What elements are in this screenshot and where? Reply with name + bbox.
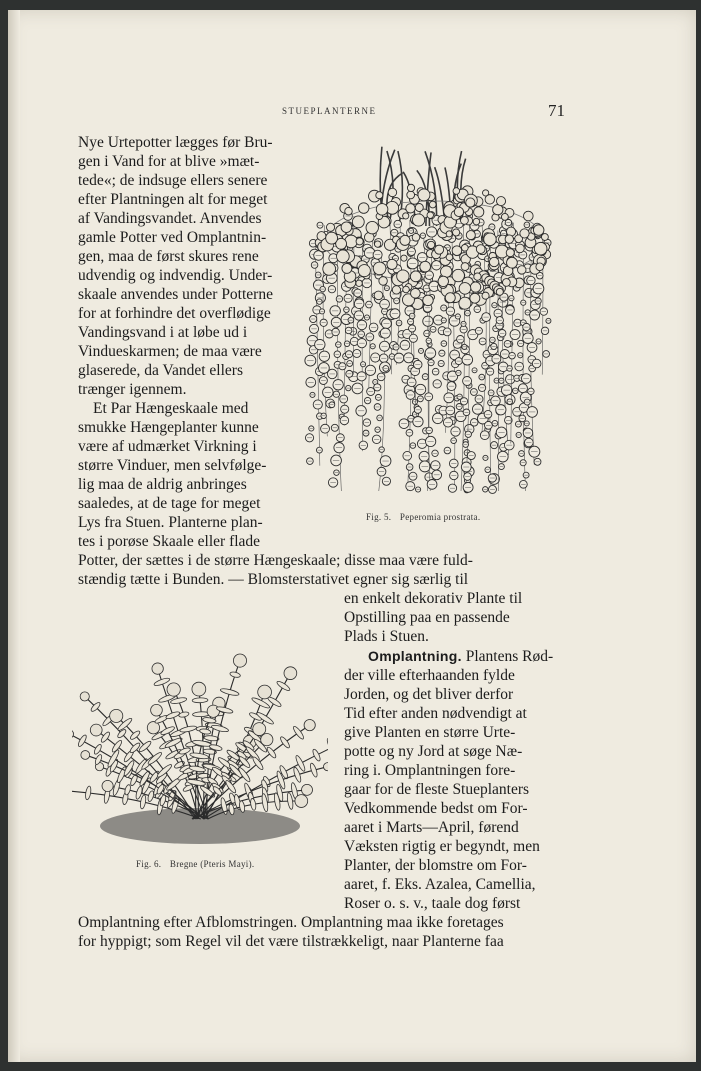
fig5-caption-text: Peperomia prostrata. — [399, 512, 481, 522]
body-line: aaret i Marts—April, førend — [344, 819, 519, 836]
section-heading: Omplantning. — [368, 648, 462, 664]
fig6-number: Fig. 6. — [136, 859, 162, 869]
body-line: Planter, der blomstre om For- — [344, 857, 527, 874]
body-line: Roser o. s. v., taale dog først — [344, 895, 521, 912]
body-line: af Vandingsvandet. Anvendes — [78, 210, 262, 227]
body-line: ring i. Omplantningen fore- — [344, 762, 516, 779]
body-line: gaar for de fleste Stueplanters — [344, 781, 530, 798]
body-line: Lys fra Stuen. Planterne plan- — [78, 514, 263, 531]
fern-drawing — [72, 594, 328, 850]
body-line: der ville efterhaanden fylde — [344, 667, 515, 684]
fig5-number: Fig. 5. — [366, 512, 392, 522]
body-line: gen, maa de først skures rene — [78, 248, 259, 265]
section-line — [368, 647, 553, 666]
body-line: Et Par Hængeskaale med — [93, 400, 249, 417]
body-line: Potter, der sættes i de større Hængeskaale; disse maa være fuld- — [78, 552, 473, 569]
body-line: tede«; de indsuge ellers senere — [78, 172, 268, 189]
body-line: saaledes, at de tage for meget — [78, 495, 261, 512]
body-line: aaret, f. Eks. Azalea, Camellia, — [344, 876, 536, 893]
section-first-rest: Plantens Rød- — [465, 648, 554, 665]
body-line: skaale anvendes under Potterne — [78, 286, 273, 303]
body-line: Tid efter anden nødvendigt at — [344, 705, 527, 722]
body-line: Omplantning efter Afblomstringen. Omplantning maa ikke foretages — [78, 914, 504, 931]
body-line: trænger igennem. — [78, 381, 187, 398]
body-line: Jorden, og det bliver derfor — [344, 686, 514, 703]
body-line: Nye Urtepotter lægges før Bru- — [78, 134, 273, 151]
running-header: STUEPLANTERNE — [282, 106, 377, 116]
fig6-caption-text: Bregne (Pteris Mayi). — [169, 859, 255, 869]
body-line: Vedkommende bedst om For- — [344, 800, 528, 817]
body-line: gen i Vand for at blive »mæt- — [78, 153, 260, 170]
body-line: glaserede, da Vandet ellers — [78, 362, 243, 379]
fig5-caption — [366, 512, 480, 522]
body-line: efter Plantningen alt for meget — [78, 191, 268, 208]
body-line: større Vinduer, men selvfølge- — [78, 457, 267, 474]
body-line: Opstilling paa en passende — [344, 609, 510, 626]
fig6-caption — [136, 859, 254, 869]
body-line: for hyppigt; som Regel vil det være tilstrækkeligt, naar Planterne faa — [78, 933, 504, 950]
page-gutter — [8, 10, 20, 1062]
body-line: for at forhindre det overflødige — [78, 305, 271, 322]
body-line: en enkelt dekorativ Plante til — [344, 590, 523, 607]
hanging-plant-illustration — [303, 136, 565, 498]
peperomia-drawing — [303, 136, 565, 498]
body-line: smukke Hængeplanter kunne — [78, 419, 259, 436]
fern-illustration — [72, 594, 328, 850]
body-line: udvendig og indvendig. Under- — [78, 267, 273, 284]
body-line: lig maa de aldrig anbringes — [78, 476, 247, 493]
body-line: være af udmærket Virkning i — [78, 438, 257, 455]
body-line: Vandingsvand i at løbe ud i — [78, 324, 248, 341]
body-line: Væksten rigtig er begyndt, men — [344, 838, 540, 855]
body-line: Plads i Stuen. — [344, 628, 429, 645]
body-line: potte og ny Jord at søge Næ- — [344, 743, 523, 760]
body-line: Vindueskarmen; de maa være — [78, 343, 262, 360]
body-line: stændig tætte i Bunden. — Blomsterstativet egner sig særlig til — [78, 571, 469, 588]
body-line: tes i porøse Skaale eller flade — [78, 533, 261, 550]
page-number: 71 — [548, 101, 565, 120]
body-line: gamle Potter ved Omplantnin- — [78, 229, 267, 246]
body-line: give Planten en større Urte- — [344, 724, 516, 741]
